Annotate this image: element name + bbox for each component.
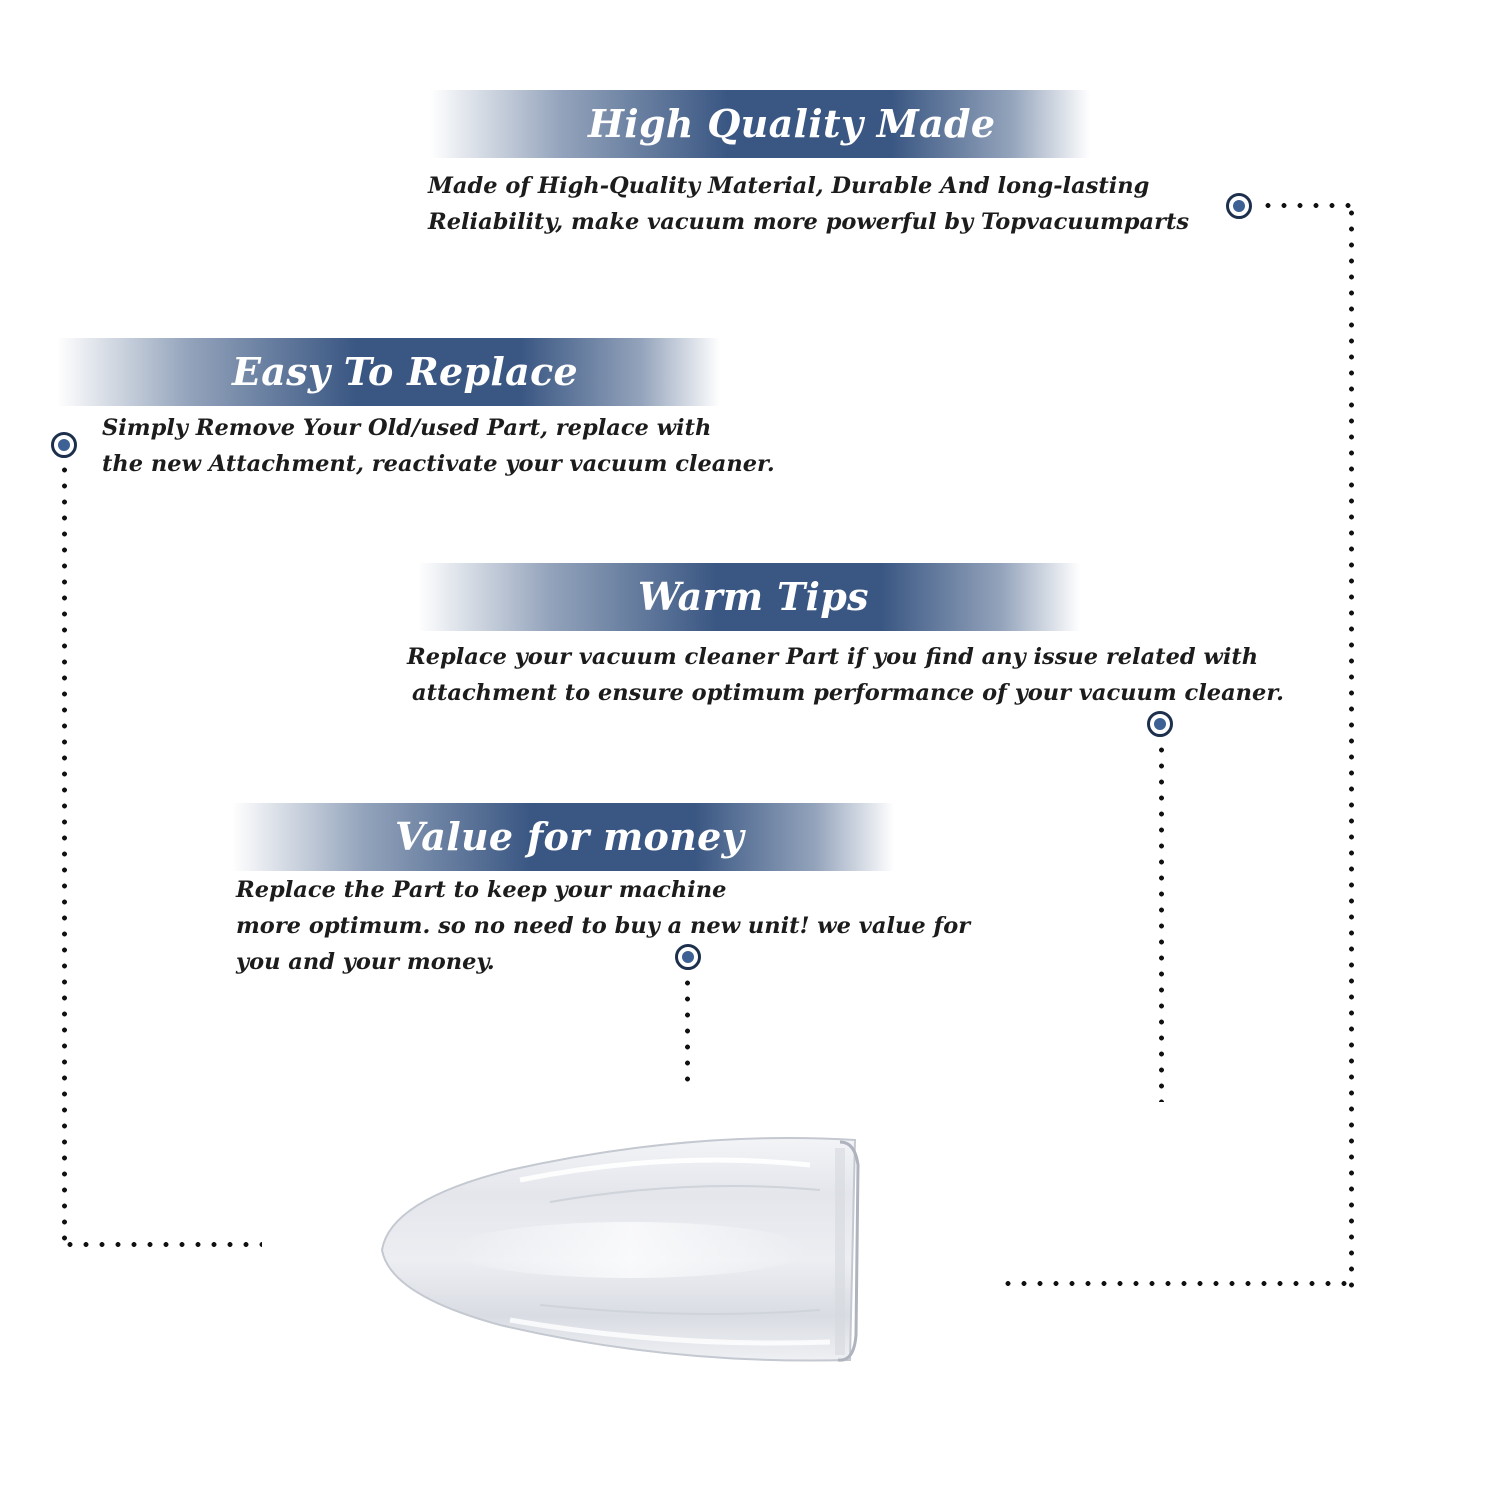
banner-title-high-quality: High Quality Made: [588, 101, 996, 146]
banner-title-warm-tips: Warm Tips: [638, 574, 869, 619]
description-line: the new Attachment, reactivate your vacuum cleaner.: [102, 451, 775, 477]
target-dot-icon: [51, 432, 77, 458]
banner-title-easy-replace: Easy To Replace: [232, 349, 578, 394]
description-line: Made of High-Quality Material, Durable And long-lasting: [428, 173, 1150, 199]
banner-warm-tips: [418, 563, 1080, 631]
description-easy-replace: [102, 410, 775, 482]
dotted-connector: [62, 462, 67, 1245]
description-value-money: [236, 872, 970, 980]
transparent-vacuum-nozzle-image: [370, 1120, 880, 1380]
dotted-connector: [1349, 205, 1354, 1288]
description-line: you and your money.: [236, 949, 495, 975]
banner-easy-replace: [57, 338, 720, 406]
dotted-connector: [685, 975, 690, 1087]
description-high-quality: [428, 168, 1189, 240]
banner-high-quality: [430, 90, 1090, 158]
description-line: Simply Remove Your Old/used Part, replace with: [102, 415, 712, 441]
dotted-connector: [1000, 1281, 1354, 1286]
dotted-connector: [62, 1242, 262, 1247]
target-dot-icon: [1147, 711, 1173, 737]
dotted-connector: [1260, 203, 1354, 208]
description-line: Replace the Part to keep your machine: [236, 877, 727, 903]
dotted-connector: [1159, 742, 1164, 1102]
target-dot-icon: [1226, 193, 1252, 219]
description-line: Replace your vacuum cleaner Part if you find any issue related with: [407, 644, 1259, 670]
description-warm-tips: [407, 639, 1284, 711]
banner-title-value-money: Value for money: [395, 814, 744, 859]
description-line: more optimum. so no need to buy a new unit! we value for: [236, 913, 971, 939]
description-line: attachment to ensure optimum performance of your vacuum cleaner.: [412, 680, 1284, 706]
description-line: Reliability, make vacuum more powerful by Topvacuumparts: [428, 209, 1190, 235]
target-dot-icon: [675, 944, 701, 970]
banner-value-money: [232, 803, 894, 871]
